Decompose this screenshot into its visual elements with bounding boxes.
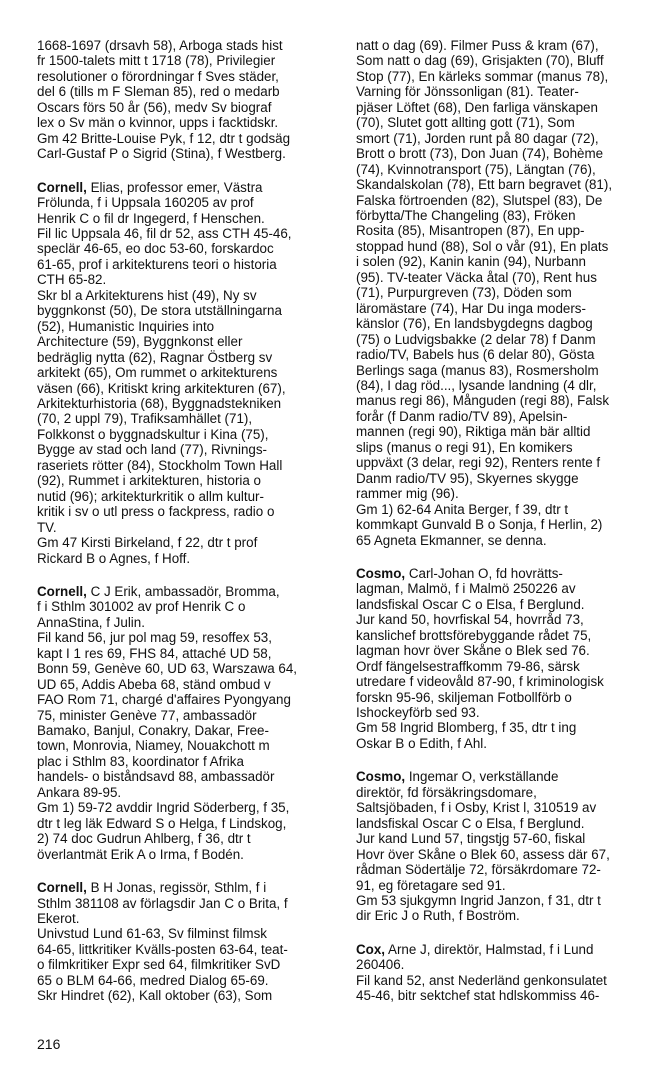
text-line: Gm 42 Britte-Louise Pyk, f 12, dtr t godsäg xyxy=(37,130,291,146)
text-line: byggnkonst (50), De stora utställningarna xyxy=(37,303,282,319)
text-line: Fil kand 56, jur pol mag 59, resoffex 53, xyxy=(37,630,272,646)
text-line: (71), Purpurgreven (73), Döden som xyxy=(356,285,572,301)
text-line: Jur kand Lund 57, tingstjg 57-60, fiskal xyxy=(356,831,586,847)
text-line: 2) 74 doc Gudrun Ahlberg, f 36, dtr t xyxy=(37,831,251,847)
text-line: lagman hovr över Skåne o Blek sed 76. xyxy=(356,643,590,659)
text-line: pjäser Löftet (68), Den farliga vänskapen xyxy=(356,99,598,115)
text-line: raseriets rötter (84), Stockholm Town Hall xyxy=(37,457,283,473)
text-line: Skandalskolan (78), Ett barn begravet (81), xyxy=(356,177,613,193)
text-line: nutid (96); arkitekturkritik o allm kultur- xyxy=(37,488,264,504)
text-line: bedräglig nytta (62), Ragnar Östberg sv xyxy=(37,349,273,365)
text-line: (70, 2 uppl 79), Trafiksamhället (71), xyxy=(37,411,253,427)
entry-heading-line: Cosmo, Carl-Johan O, fd hovrätts- xyxy=(356,565,563,581)
text-line: känslor (76), En landsbygdegns dagbog xyxy=(356,316,593,332)
text-line: del 6 (tills m F Sleman 85), red o medarb xyxy=(37,84,280,100)
text-line: rammer mig (96). xyxy=(356,486,459,502)
text-line: 65 o BLM 64-66, medred Dialog 65-69. xyxy=(37,972,269,988)
entry-heading-line: Cornell, C J Erik, ambassadör, Bromma, xyxy=(37,583,280,599)
text-line: Hovr över Skåne o Blek 60, assess där 67, xyxy=(356,846,610,862)
text-line: Jur kand 50, hovrfiskal 54, hovrråd 73, xyxy=(356,612,584,628)
entry-cox-arne xyxy=(356,942,646,1004)
entry-cornell-elias xyxy=(37,180,334,566)
text-line: AnnaStina, f Julin. xyxy=(37,614,145,630)
text-line: lex o Sv män o kvinnor, upps i facktidskr. xyxy=(37,115,279,131)
entry-heading-line: Cosmo, Ingemar O, verkställande xyxy=(356,769,559,785)
left-column xyxy=(37,38,334,1022)
text-line: Ishockeyförb sed 93. xyxy=(356,705,480,721)
text-line: Rickard B o Agnes, f Hoff. xyxy=(37,550,191,566)
text-line: Henrik C o fil dr Ingegerd, f Henschen. xyxy=(37,210,265,226)
text-line: Bamako, Banjul, Conakry, Dakar, Free- xyxy=(37,723,269,739)
text-line: (84), I dag röd..., lysande landning (4 dlr, xyxy=(356,377,597,393)
text-line: Architecture (59), Byggnkonst eller xyxy=(37,334,243,350)
text-line: kritik i sv o utl press o fackpress, radio o xyxy=(37,504,275,520)
text-line: Skr bl a Arkitekturens hist (49), Ny sv xyxy=(37,287,257,303)
text-line: lagman, Malmö, f i Malmö 250226 av xyxy=(356,581,576,597)
text-line: smort (71), Jorden runt på 80 dagar (72), xyxy=(356,130,599,146)
text-line: forår (f Danm radio/TV 89), Apelsin- xyxy=(356,408,568,424)
entry-name: Cosmo, xyxy=(356,565,406,581)
text-line: Falska förtroenden (82), Slutspel (83), De xyxy=(356,192,603,208)
text-line: Som natt o dag (69), Grisjakten (70), Bluff xyxy=(356,53,604,69)
entry-heading-line: Cornell, B H Jonas, regissör, Sthlm, f i xyxy=(37,880,267,896)
entry-name: Cornell, xyxy=(37,583,87,599)
text-line: överlantmät Erik A o Irma, f Bodén. xyxy=(37,846,244,862)
text-line: Gm 47 Kirsti Birkeland, f 22, dtr t prof xyxy=(37,535,258,551)
text-line: Oscars förs 50 år (56), medv Sv biograf xyxy=(37,99,272,115)
text-line: direktör, fd försäkringsdomare, xyxy=(356,784,537,800)
text-line: 65 Agneta Ekmanner, se denna. xyxy=(356,532,547,548)
text-line: Sthlm 381108 av förlagsdir Jan C o Brita, f xyxy=(37,895,288,911)
text-line: manus regi 86), Månguden (regi 88), Falsk xyxy=(356,393,610,409)
text-line: handels- o biståndsavd 88, ambassadör xyxy=(37,769,275,785)
text-line: FAO Rom 71, chargé d'affaires Pyongyang xyxy=(37,692,291,708)
entry-continuation xyxy=(37,38,334,162)
text-line: forskn 95-96, skiljeman Fotbollförb o xyxy=(356,689,572,705)
text-line: 1668-1697 (drsavh 58), Arboga stads hist xyxy=(37,38,283,53)
text-line: dtr t leg läk Edward S o Helga, f Lindskog, xyxy=(37,815,287,831)
text-line: (92), Rummet i arkitekturen, historia o xyxy=(37,473,261,489)
text-line: i solen (92), Kanin kanin (94), Nurbann xyxy=(356,254,587,270)
text-line: CTH 65-82. xyxy=(37,272,107,288)
text-line: läromästare (74), Har Du inga moders- xyxy=(356,300,586,316)
text-line: Stop (77), En kärleks sommar (manus 78), xyxy=(356,68,609,84)
text-line: Ekerot. xyxy=(37,911,80,927)
text-line: f i Sthlm 301002 av prof Henrik C o xyxy=(37,599,246,615)
text-line: fr 1500-talets mitt t 1718 (78), Privilegier xyxy=(37,53,276,69)
entry-name: Cornell, xyxy=(37,880,87,896)
text-line: (52), Humanistic Inquiries into xyxy=(37,318,215,334)
text-line: mannen (regi 90), Riktiga män bär alltid xyxy=(356,424,591,440)
text-line: Brott o brott (73), Don Juan (74), Bohème xyxy=(356,146,604,162)
text-line: Skr Hindret (62), Kall oktober (63), Som xyxy=(37,988,273,1004)
text-line: uppväxt (3 delar, regi 92), Renters rente f xyxy=(356,455,601,471)
text-line: Rosita (85), Misantropen (87), En upp- xyxy=(356,223,585,239)
text-line: rådman Södertälje 72, försäkrdomare 72- xyxy=(356,862,601,878)
text-line: Arkitekturhistoria (68), Byggnadstekniken xyxy=(37,395,282,411)
text-line: arkitekt (65), Om rummet o arkitekturens xyxy=(37,365,278,381)
text-line: Carl-Gustaf P o Sigrid (Stina), f Westberg. xyxy=(37,146,286,162)
text-line: (74), Kvinnotransport (75), Längtan (76), xyxy=(356,161,596,177)
entry-name: Cox, xyxy=(356,941,386,957)
text-line: Frölunda, f i Uppsala 160205 av prof xyxy=(37,195,254,211)
text-line: kanslichef brottsförebyggande rådet 75, xyxy=(356,627,592,643)
text-line: plac i Sthlm 83, koordinator f Afrika xyxy=(37,753,244,769)
entry-cornell-jonas xyxy=(37,880,334,1004)
entry-name: Cosmo, xyxy=(356,769,406,785)
entry-cornell-jonas-continued xyxy=(356,38,646,548)
text-line: 91, eg företagare sed 91. xyxy=(356,877,506,893)
text-line: utredare f videovåld 87-90, f kriminologisk xyxy=(356,674,604,690)
text-line: radio/TV, Babels hus (6 delar 80), Gösta xyxy=(356,347,595,363)
text-line: Univstud Lund 61-63, Sv filminst filmsk xyxy=(37,926,267,942)
entry-name: Cornell, xyxy=(37,179,87,195)
text-line: Oskar B o Edith, f Ahl. xyxy=(356,735,487,751)
text-line: Bonn 59, Genève 60, UD 63, Warszawa 64, xyxy=(37,661,298,677)
text-line: Gm 58 Ingrid Blomberg, f 35, dtr t ing xyxy=(356,720,577,736)
text-line: kommkapt Gunvald B o Sonja, f Herlin, 2) xyxy=(356,517,603,533)
text-line: kapt I 1 res 69, FHS 84, attaché UD 58, xyxy=(37,645,272,661)
text-line: Folkkonst o byggnadskultur i Kina (75), xyxy=(37,426,269,442)
text-line: förbytta/The Changeling (83), Fröken xyxy=(356,207,576,223)
text-line: town, Monrovia, Niamey, Nouakchott m xyxy=(37,738,270,754)
text-line: (75) o Ludvigsbakke (2 delar 78) f Danm xyxy=(356,331,596,347)
text-line: Gm 1) 62-64 Anita Berger, f 39, dtr t xyxy=(356,501,569,517)
text-line: (70), Slutet gott allting gott (71), Som xyxy=(356,115,575,131)
right-column xyxy=(356,38,646,1022)
page-number: 216 xyxy=(37,1036,61,1052)
text-line: Berlings saga (manus 83), Rosmersholm xyxy=(356,362,599,378)
text-line: Gm 53 sjukgymn Ingrid Janzon, f 31, dtr t xyxy=(356,893,601,909)
text-line: 45-46, bitr sektchef stat hdlskommiss 46- xyxy=(356,988,600,1004)
entry-cornell-erik xyxy=(37,584,334,862)
text-line: Danm radio/TV 95), Skyernes skygge xyxy=(356,470,579,486)
text-line: resolutioner o förordningar f Sves städer, xyxy=(37,68,279,84)
entry-heading-line: Cornell, Elias, professor emer, Västra xyxy=(37,179,263,195)
text-line: Saltsjöbaden, f i Osby, Krist l, 310519 av xyxy=(356,800,597,816)
text-line: 260406. xyxy=(356,957,405,973)
text-line: Varning för Jönssonligan (81). Teater- xyxy=(356,84,579,100)
text-line: slips (manus o regi 91), En komikers xyxy=(356,439,573,455)
entry-cosmo-carl-johan xyxy=(356,566,646,751)
text-line: 61-65, prof i arkitekturens teori o historia xyxy=(37,256,277,272)
text-line: UD 65, Addis Abeba 68, ständ ombud v xyxy=(37,676,271,692)
text-line: Gm 1) 59-72 avddir Ingrid Söderberg, f 35, xyxy=(37,800,290,816)
text-line: Bygge av stad och land (77), Rivnings- xyxy=(37,442,267,458)
text-line: dir Eric J o Ruth, f Boström. xyxy=(356,908,520,924)
text-line: TV. xyxy=(37,519,57,535)
text-line: Ordf fängelsestraffkomm 79-86, särsk xyxy=(356,658,580,674)
text-line: Fil lic Uppsala 46, fil dr 52, ass CTH 45-46, xyxy=(37,225,292,241)
text-line: 64-65, littkritiker Kvälls-posten 63-64, teat- xyxy=(37,941,288,957)
text-line: o filmkritiker Expr sed 64, filmkritiker SvD xyxy=(37,957,281,973)
text-line: speclär 46-65, eo doc 53-60, forskardoc xyxy=(37,241,274,257)
text-line: Ankara 89-95. xyxy=(37,784,122,800)
text-line: (95). TV-teater Väcka åtal (70), Rent hus xyxy=(356,269,597,285)
text-line: Fil kand 52, anst Nederländ genkonsulatet xyxy=(356,972,607,988)
text-line: väsen (66), Kritiskt kring arkitekturen (67), xyxy=(37,380,286,396)
text-line: stoppad hund (88), Sol o vår (91), En plats xyxy=(356,238,609,254)
entry-cosmo-ingemar xyxy=(356,769,646,924)
text-line: landsfiskal Oscar C o Elsa, f Berglund. xyxy=(356,596,585,612)
text-line: landsfiskal Oscar C o Elsa, f Berglund. xyxy=(356,815,585,831)
entry-heading-line: Cox, Arne J, direktör, Halmstad, f i Lund xyxy=(356,941,594,957)
text-line: 75, minister Genève 77, ambassadör xyxy=(37,707,257,723)
text-line: natt o dag (69). Filmer Puss & kram (67), xyxy=(356,38,599,53)
